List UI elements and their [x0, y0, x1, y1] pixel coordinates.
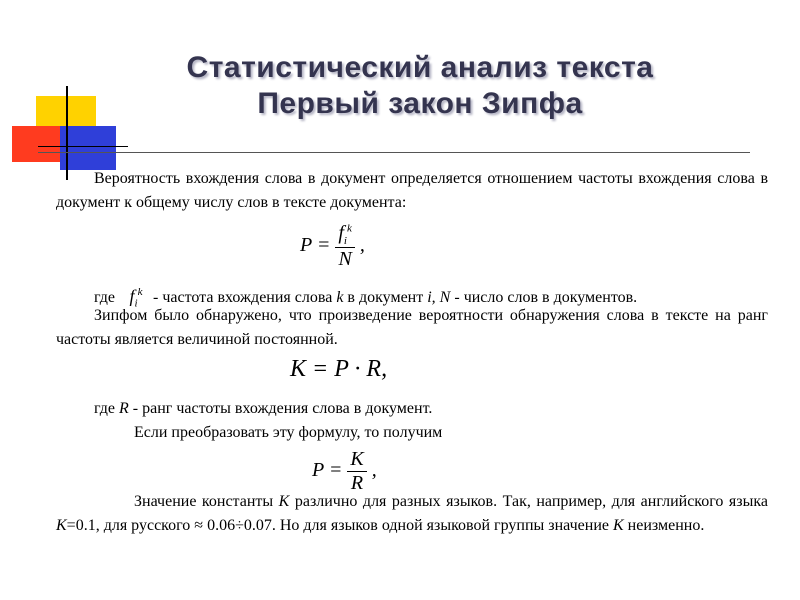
formula3-denominator: R [350, 472, 364, 494]
formula3-fraction [347, 448, 366, 495]
formula3-comma: , [371, 459, 377, 482]
formula1-lhs: P = [300, 234, 331, 257]
formula-probability-rank [312, 448, 377, 495]
decor-blue-square [60, 126, 116, 170]
formula1-denominator: N [338, 248, 352, 270]
probability-paragraph: Вероятность вхождения слова в документ определяется отношением частоты вхождения слова в документ к общему числу слов в тексте документа: [56, 170, 768, 211]
where-frequency-line: где $f_i^k$ - частота вхождения слова k в документ i, N - число слов в документов. [94, 280, 784, 316]
title-line-2: Первый закон Зипфа [257, 87, 583, 120]
page-title [100, 50, 740, 122]
formula3-lhs: P = [312, 459, 343, 482]
title-divider-line [38, 152, 750, 153]
zipf-paragraph: Зипфом было обнаружено, что произведение вероятности обнаружения слова в тексте на ранг частоты является величиной постоянной. [56, 307, 768, 348]
formula3-numerator: K [350, 448, 364, 470]
formula1-comma: , [359, 234, 365, 257]
where-rank-line: где R - ранг частоты вхождения слова в документ. [94, 400, 433, 417]
transform-line: Если преобразовать эту формулу, то получим [134, 424, 443, 441]
formula1-numerator: $f_i^k$ [338, 222, 352, 247]
decor-vertical-line [66, 86, 68, 180]
formula1-fraction [335, 222, 355, 271]
constant-paragraph: Значение константы K различно для разных языков. Так, например, для английского языка K=0.1, для русского ≈ 0.06÷0.07. Но для языков одной языковой группы значение K неизменно. [56, 493, 768, 534]
formula-zipf-constant: K = P · R, [290, 356, 388, 382]
frequency-symbol: $f_i^k$ [129, 286, 143, 310]
decor-short-line [38, 146, 128, 147]
formula-probability [300, 222, 365, 271]
title-line-1: Статистический анализ текста [186, 51, 654, 84]
